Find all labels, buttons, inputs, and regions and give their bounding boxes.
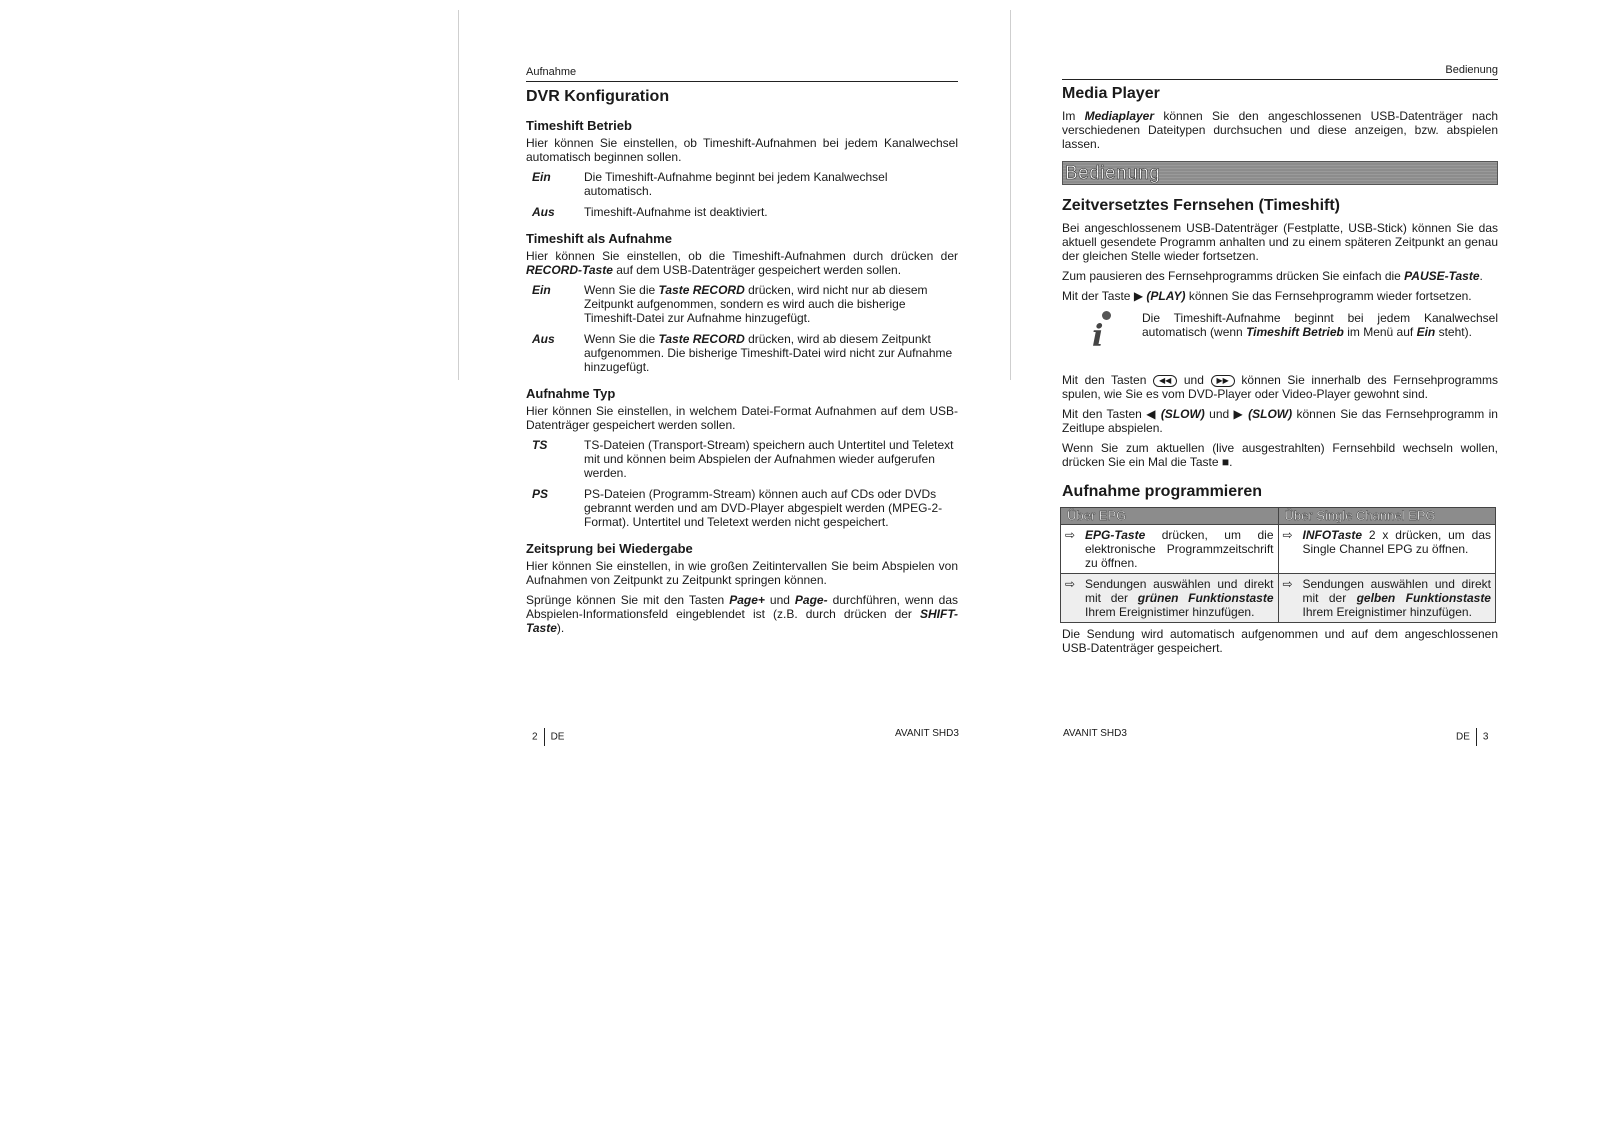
table-cell: ⇨ EPG-Taste drücken, um die elektronische Programmzeitschrift zu öffnen. xyxy=(1061,525,1279,574)
slow-forward-icon: ▶ xyxy=(1233,407,1244,421)
section-heading-timeshift: Zeitversetztes Fernsehen (Timeshift) xyxy=(1062,197,1341,214)
paragraph: Die Sendung wird automatisch aufgenommen und auf dem angeschlossenen USB-Datenträger gespeichert. xyxy=(1062,627,1498,655)
definition-desc: Timeshift-Aufnahme ist deaktiviert. xyxy=(584,205,768,219)
definition-item xyxy=(526,332,958,374)
arrow-icon: ⇨ xyxy=(1065,577,1076,591)
table-cell: ⇨ INFOTaste 2 x drücken, um das Single Channel EPG zu öffnen. xyxy=(1278,525,1496,574)
definition-desc: Die Timeshift-Aufnahme beginnt bei jedem Kanalwechsel automatisch. xyxy=(584,170,888,198)
paragraph: Bei angeschlossenem USB-Datenträger (Festplatte, USB-Stick) können Sie das aktuell gesendete Programm anhalten und zu einem späteren Zeitpunkt an genau der gleichen Stelle wieder fortsetzen. xyxy=(1062,221,1498,263)
definition-list xyxy=(526,438,958,529)
paragraph: Mit den Tasten ◀◀ und ▶▶ können Sie innerhalb des Fernsehprogramms spulen, wie Sie es vom DVD-Player oder Video-Player gewohnt sind. xyxy=(1062,373,1498,401)
definition-desc: PS-Dateien (Programm-Stream) können auch auf CDs oder DVDs gebrannt werden und am DVD-Player abgespielt werden (MPEG-2-Format). Untertitel und Teletext werden nicht gespeichert. xyxy=(584,487,943,529)
right-footer-page xyxy=(1456,728,1488,746)
info-note xyxy=(1062,311,1498,355)
table-header: Über EPG xyxy=(1061,508,1279,525)
section-heading-timeshift-betrieb: Timeshift Betrieb xyxy=(526,118,632,133)
paragraph: Wenn Sie zum aktuellen (live ausgestrahlten) Fernsehbild wechseln wollen, drücken Sie ein Mal die Taste ■. xyxy=(1062,441,1498,469)
definition-list xyxy=(526,283,958,374)
definition-item xyxy=(526,438,958,480)
left-footer-page xyxy=(532,728,564,746)
section-heading-timeshift-aufnahme: Timeshift als Aufnahme xyxy=(526,231,672,246)
paragraph: Hier können Sie einstellen, in wie großen Zeitintervallen Sie beim Abspielen von Aufnahmen von Zeitpunkt zu Zeitpunkt springen können. xyxy=(526,559,958,587)
arrow-icon: ⇨ xyxy=(1065,528,1076,542)
definition-term: TS xyxy=(532,438,548,452)
arrow-icon: ⇨ xyxy=(1282,528,1293,542)
table-row xyxy=(1061,525,1496,574)
section-heading-media-player: Media Player xyxy=(1062,85,1160,102)
fast-forward-button-icon: ▶▶ xyxy=(1211,375,1235,387)
language-code: DE xyxy=(1456,731,1470,743)
running-head: Bedienung xyxy=(1062,64,1498,80)
definition-item xyxy=(526,205,958,219)
left-page xyxy=(526,0,958,800)
slow-back-icon: ◀ xyxy=(1146,407,1157,421)
definition-item xyxy=(526,487,958,529)
play-symbol-icon: ▶ xyxy=(1133,289,1144,303)
footer-divider xyxy=(544,728,545,746)
definition-item xyxy=(526,283,958,325)
definition-term: Aus xyxy=(532,332,555,346)
info-text: Die Timeshift-Aufnahme beginnt bei jedem Kanalwechsel automatisch (wenn Timeshift Betrieb im Menü auf Ein steht). xyxy=(1142,311,1498,339)
section-heading-zeitsprung: Zeitsprung bei Wiedergabe xyxy=(526,541,693,556)
table-cell: ⇨ Sendungen auswählen und direkt mit der grünen Funktionstaste Ihrem Ereignistimer hinzufügen. xyxy=(1061,574,1279,623)
epg-table xyxy=(1060,507,1496,623)
definition-term: Ein xyxy=(532,283,551,297)
arrow-icon: ⇨ xyxy=(1282,577,1293,591)
page-number: 2 xyxy=(532,731,538,743)
section-heading-aufnahme-programmieren: Aufnahme programmieren xyxy=(1062,483,1263,500)
definition-list xyxy=(526,170,958,219)
page-title: DVR Konfiguration xyxy=(526,88,670,105)
running-head: Aufnahme xyxy=(526,66,958,82)
left-margin-line xyxy=(458,10,459,380)
paragraph: Mit den Tasten ◀ (SLOW) und ▶ (SLOW) können Sie das Fernsehprogramm in Zeitlupe abspielen. xyxy=(1062,407,1498,435)
paragraph: Im Mediaplayer können Sie den angeschlossenen USB-Datenträger nach verschiedenen Dateitypen durchsuchen und diese anzeigen, bzw. abspielen lassen. xyxy=(1062,109,1499,151)
paragraph: Hier können Sie einstellen, ob Timeshift-Aufnahmen bei jedem Kanalwechsel automatisch beginnen sollen. xyxy=(526,136,958,164)
stop-icon: ■ xyxy=(1221,455,1230,469)
definition-desc: TS-Dateien (Transport-Stream) speichern auch Untertitel und Teletext mit und können beim Abspielen der Aufnahmen wieder aufgerufen werden. xyxy=(584,438,954,480)
definition-desc: Wenn Sie die Taste RECORD drücken, wird nicht nur ab diesem Zeitpunkt aufgenommen, sondern es wird auch die bisherige Timeshift-Datei zur Aufnahme hinzugefügt. xyxy=(584,283,928,325)
paragraph: Mit der Taste ▶ (PLAY) können Sie das Fernsehprogramm wieder fortsetzen. xyxy=(1062,289,1472,303)
paragraph: Sprünge können Sie mit den Tasten Page+ und Page- durchführen, wenn das Abspielen-Informationsfeld eingeblendet ist (z.B. durch drücken der SHIFT-Taste). xyxy=(526,593,958,635)
definition-item xyxy=(526,170,958,198)
paragraph: Hier können Sie einstellen, ob die Timeshift-Aufnahmen durch drücken der RECORD-Taste auf dem USB-Datenträger gespeichert werden sollen. xyxy=(526,249,958,277)
section-heading-aufnahme-typ: Aufnahme Typ xyxy=(526,386,616,401)
definition-term: Aus xyxy=(532,205,555,219)
table-header: Über Single Channel EPG xyxy=(1278,508,1496,525)
center-fold-line xyxy=(1010,10,1011,380)
footer-divider xyxy=(1476,728,1477,746)
right-page xyxy=(1062,0,1498,800)
chapter-banner-label: Bedienung xyxy=(1065,163,1161,184)
table-cell: ⇨ Sendungen auswählen und direkt mit der gelben Funktionstaste Ihrem Ereignistimer hinzufügen. xyxy=(1278,574,1496,623)
table-row xyxy=(1061,574,1496,623)
paragraph: Zum pausieren des Fernsehprogramms drücken Sie einfach die PAUSE-Taste. xyxy=(1062,269,1483,283)
definition-desc: Wenn Sie die Taste RECORD drücken, wird ab diesem Zeitpunkt aufgenommen. Die bisherige Timeshift-Datei wird nicht zur Aufnahme hinzugefügt. xyxy=(584,332,953,374)
chapter-banner xyxy=(1062,161,1498,185)
left-footer-model: AVANIT SHD3 xyxy=(895,728,959,739)
definition-term: Ein xyxy=(532,170,551,184)
right-footer-model: AVANIT SHD3 xyxy=(1063,728,1127,739)
paragraph: Hier können Sie einstellen, in welchem Datei-Format Aufnahmen auf dem USB-Datenträger gespeichert werden sollen. xyxy=(526,404,958,432)
language-code: DE xyxy=(550,731,565,743)
page-number: 3 xyxy=(1482,731,1489,743)
definition-term: PS xyxy=(532,487,549,501)
info-icon: i xyxy=(1062,311,1142,355)
rewind-button-icon: ◀◀ xyxy=(1153,375,1177,387)
